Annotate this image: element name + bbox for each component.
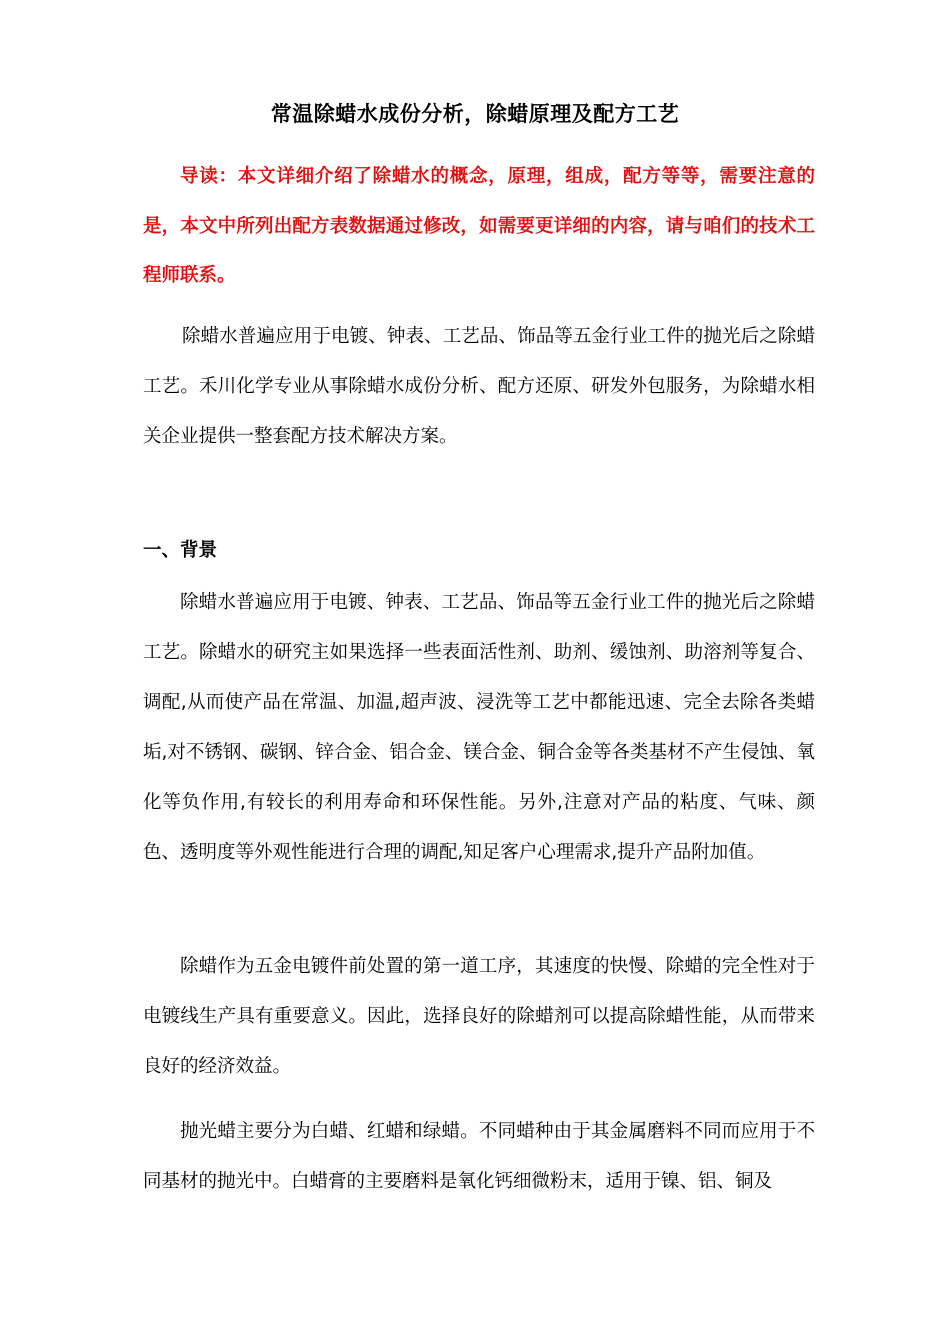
section-1-paragraph-1: 除蜡水普遍应用于电镀、钟表、工艺品、饰品等五金行业工件的抛光后之除蜡工艺。除蜡水的研究主如果选择一些表面活性剂、助剂、缓蚀剂、助溶剂等复合、调配,从而使产品在常温、加温,超声波、浸洗等工艺中都能迅速、完全去除各类蜡垢,对不锈钢、碳钢、锌合金、铝合金、镁合金、铜合金等各类基材不产生侵蚀、氧化等负作用,有较长的利用寿命和环保性能。另外,注意对产品的粘度、气味、颜色、透明度等外观性能进行合理的调配,知足客户心理需求,提升产品附加值。 xyxy=(143,592,815,863)
body-paragraph-1: 除蜡水普遍应用于电镀、钟表、工艺品、饰品等五金行业工件的抛光后之除蜡工艺。禾川化学专业从事除蜡水成份分析、配方还原、研发外包服务，为除蜡水相关企业提供一整套配方技术解决方案。 xyxy=(143,326,815,447)
section-heading-background: 一、背景 xyxy=(143,540,218,561)
intro-paragraph: 导读：本文详细介绍了除蜡水的概念，原理，组成，配方等等，需要注意的是，本文中所列出配方表数据通过修改，如需要更详细的内容，请与咱们的技术工程师联系。 xyxy=(143,166,815,286)
section-1-paragraph-3: 抛光蜡主要分为白蜡、红蜡和绿蜡。不同蜡种由于其金属磨料不同而应用于不同基材的抛光中。白蜡膏的主要磨料是氧化钙细微粉末，适用于镍、铝、铜及 xyxy=(143,1121,815,1192)
document-title: 常温除蜡水成份分析，除蜡原理及配方工艺 xyxy=(270,102,680,126)
section-1-paragraph-2: 除蜡作为五金电镀件前处置的第一道工序，其速度的快慢、除蜡的完全性对于电镀线生产具有重要意义。因此，选择良好的除蜡剂可以提高除蜡性能，从而带来良好的经济效益。 xyxy=(143,956,815,1077)
